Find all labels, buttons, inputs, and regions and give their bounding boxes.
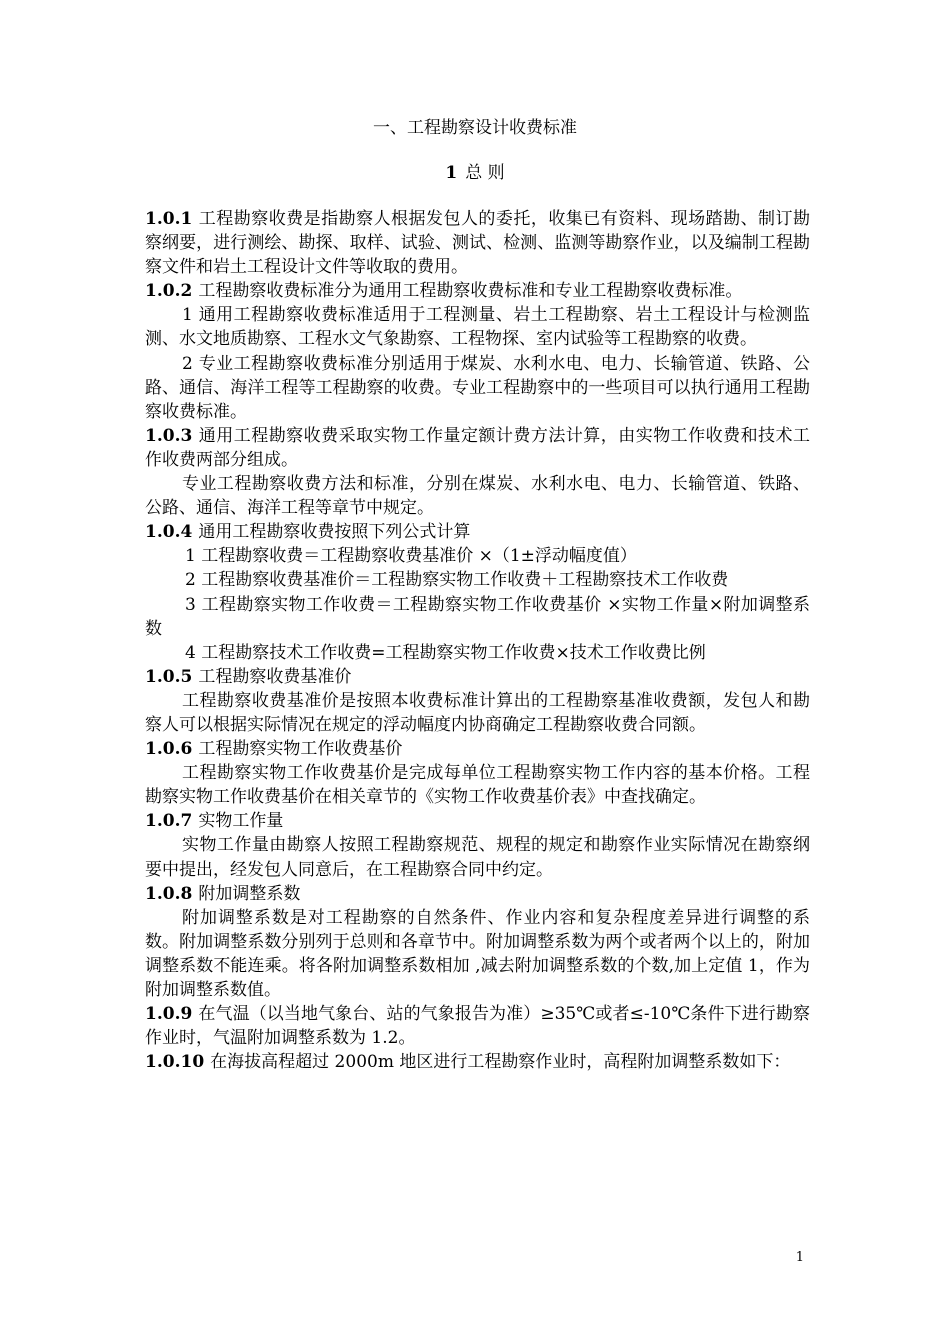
clause-1-0-1 [145, 207, 810, 279]
clause-text: 通用工程勘察收费按照下列公式计算 [198, 522, 471, 543]
clause-1-0-7 [145, 809, 810, 833]
clause-text: 工程勘察收费是指勘察人根据发包人的委托，收集已有资料、现场踏勘、制订勘察纲要，进行测绘、勘探、取样、试验、测试、检测、监测等勘察作业，以及编制工程勘察文件和岩土工程设计文件等收取的费用。 [145, 209, 810, 278]
clause-1-0-3 [145, 424, 810, 472]
clause-number: 1.0.8 [145, 883, 193, 904]
paragraph: 工程勘察收费基准价是按照本收费标准计算出的工程勘察基准收费额，发包人和勘察人可以根据实际情况在规定的浮动幅度内协商确定工程勘察收费合同额。 [145, 690, 810, 735]
paragraph: 2 专业工程勘察收费标准分别适用于煤炭、水利水电、电力、长输管道、铁路、公路、通信、海洋工程等工程勘察的收费。专业工程勘察中的一些项目可以执行通用工程勘察收费标准。 [145, 353, 810, 422]
clause-number: 1.0.9 [145, 1004, 193, 1025]
document-title: 一、工程勘察设计收费标准 [373, 118, 577, 138]
clause-text: 实物工作量 [198, 811, 284, 832]
clause-number: 1.0.3 [145, 425, 193, 446]
clause-number: 1.0.10 [145, 1052, 205, 1073]
clause-number: 1.0.6 [145, 739, 193, 760]
clause-number: 1.0.5 [145, 666, 193, 687]
chapter-number: 1 [445, 163, 458, 183]
clause-text: 工程勘察收费标准分为通用工程勘察收费标准和专业工程勘察收费标准。 [198, 281, 743, 302]
clause-text: 附加调整系数 [198, 883, 301, 904]
clause-number: 1.0.1 [145, 209, 193, 229]
document-body [145, 207, 810, 1074]
clause-number: 1.0.4 [145, 522, 193, 543]
clause-text: 工程勘察收费基准价 [198, 666, 352, 687]
formula-item: 1 工程勘察收费＝工程勘察收费基准价 ×（1±浮动幅度值） [185, 546, 637, 567]
clause-1-0-2 [145, 279, 810, 303]
formula-item: 2 工程勘察收费基准价＝工程勘察实物工作收费＋工程勘察技术工作收费 [185, 570, 729, 591]
clause-number: 1.0.2 [145, 281, 193, 302]
page-number: 1 [795, 1250, 804, 1265]
paragraph: 1 通用工程勘察收费标准适用于工程测量、岩土工程勘察、岩土工程设计与检测监测、水文地质勘察、工程水文气象勘察、工程物探、室内试验等工程勘察的收费。 [145, 305, 810, 350]
formula-item: 3 工程勘察实物工作收费＝工程勘察实物工作收费基价 ×实物工作量×附加调整系数 [145, 594, 810, 639]
paragraph: 附加调整系数是对工程勘察的自然条件、作业内容和复杂程度差异进行调整的系数。附加调整系数分别列于总则和各章节中。附加调整系数为两个或者两个以上的，附加调整系数不能连乘。将各附加调整系数相加 ,减去附加调整系数的个数,加上定值 1，作为附加调整系数值。 [145, 907, 810, 1000]
paragraph: 实物工作量由勘察人按照工程勘察规范、规程的规定和勘察作业实际情况在勘察纲要中提出，经发包人同意后，在工程勘察合同中约定。 [145, 835, 810, 880]
clause-number: 1.0.7 [145, 811, 193, 832]
chapter-title: 总 则 [465, 163, 505, 183]
clause-1-0-4 [145, 520, 810, 544]
clause-1-0-10 [145, 1050, 810, 1074]
paragraph: 工程勘察实物工作收费基价是完成每单位工程勘察实物工作内容的基本价格。工程勘察实物工作收费基价在相关章节的《实物工作收费基价表》中查找确定。 [145, 763, 810, 808]
paragraph: 专业工程勘察收费方法和标准，分别在煤炭、水利水电、电力、长输管道、铁路、公路、通信、海洋工程等章节中规定。 [145, 474, 810, 519]
clause-text: 通用工程勘察收费采取实物工作量定额计费方法计算，由实物工作收费和技术工作收费两部分组成。 [145, 425, 810, 470]
chapter-heading [0, 161, 950, 185]
clause-1-0-5 [145, 665, 810, 689]
formula-item: 4 工程勘察技术工作收费=工程勘察实物工作收费×技术工作收费比例 [185, 642, 706, 663]
clause-1-0-6 [145, 737, 810, 761]
clause-1-0-8 [145, 882, 810, 906]
clause-text: 在气温（以当地气象台、站的气象报告为准）≥35℃或者≤-10℃条件下进行勘察作业时，气温附加调整系数为 1.2。 [145, 1004, 810, 1049]
clause-text: 工程勘察实物工作收费基价 [198, 739, 403, 760]
clause-1-0-9 [145, 1002, 810, 1050]
clause-text: 在海拔高程超过 2000m 地区进行工程勘察作业时，高程附加调整系数如下： [210, 1052, 791, 1073]
